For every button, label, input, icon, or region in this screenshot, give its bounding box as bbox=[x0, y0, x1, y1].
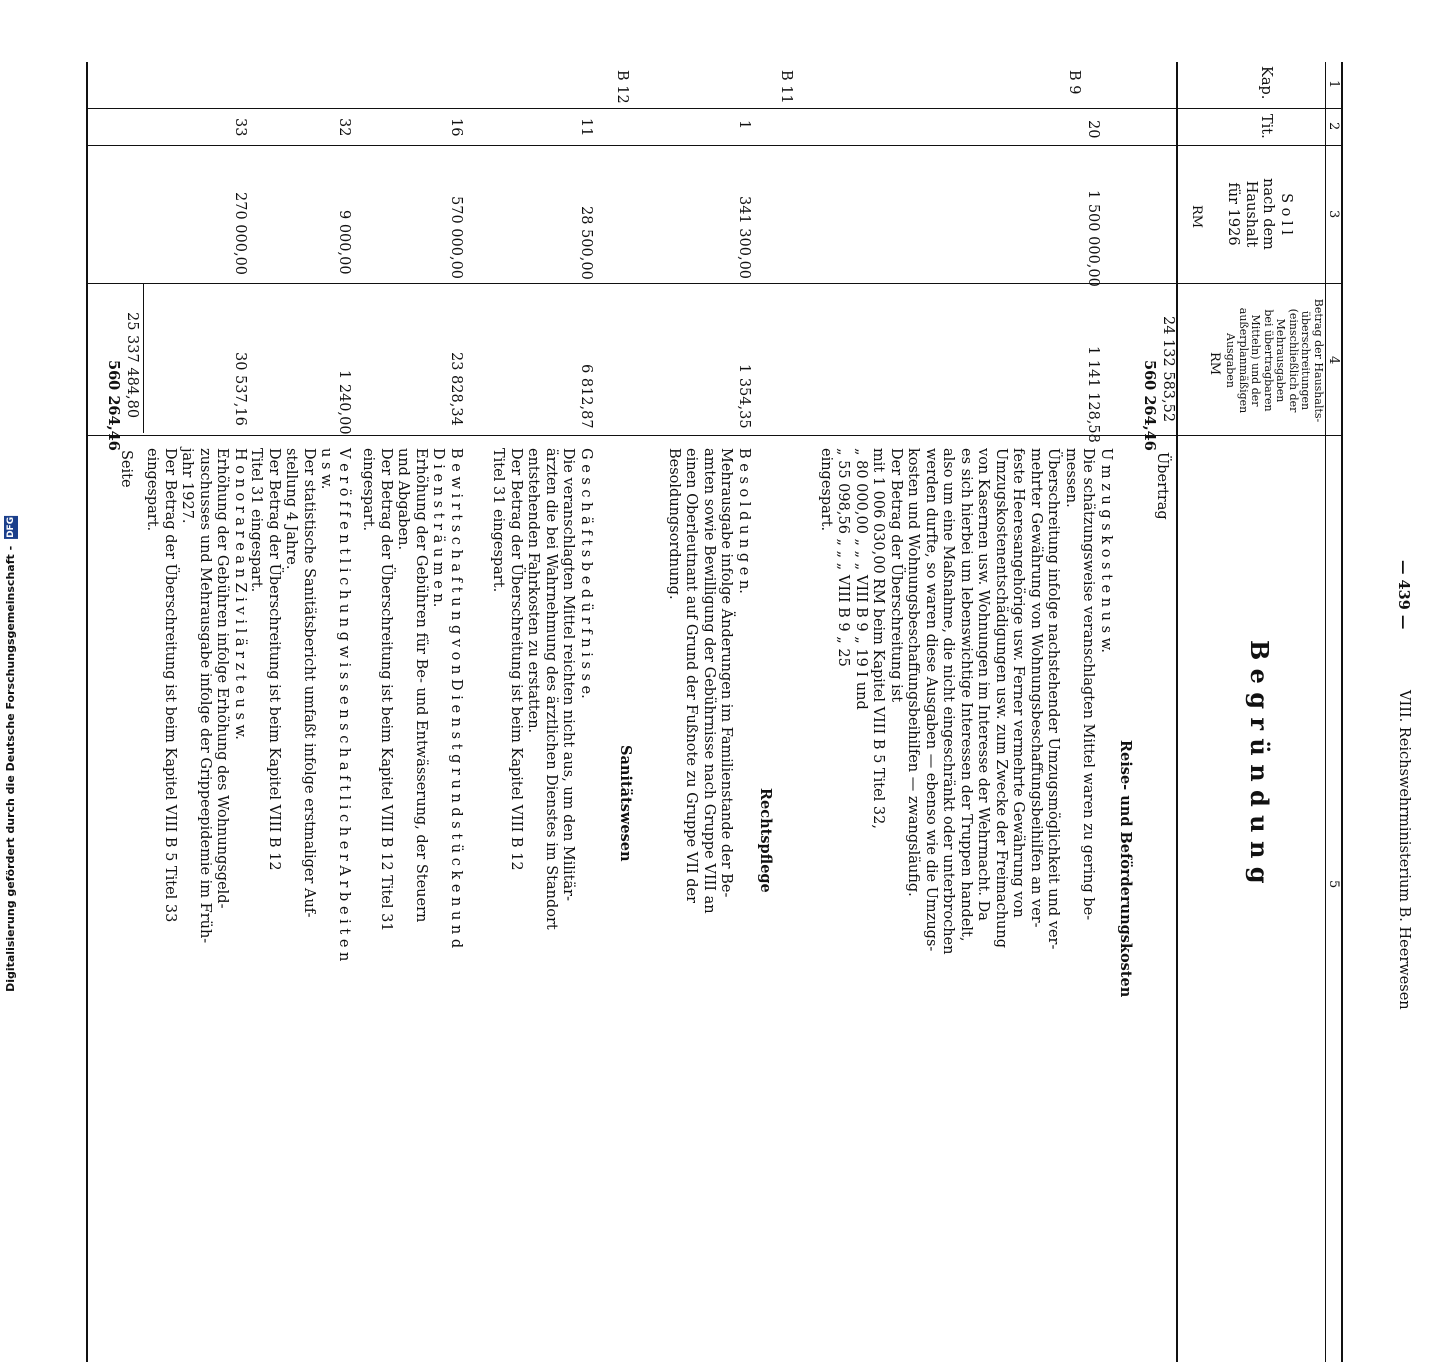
row-text-line: Der Betrag der Überschreitung ist bbox=[888, 448, 904, 703]
header-betrag: Betrag der Haushalts- überschreitungen (einschließlich der Mehrausgaben bei übertragbaren Mitteln) und der außerplanmäßigen Ausgaben bbox=[1224, 298, 1325, 423]
number-strip-rule bbox=[1325, 62, 1326, 1362]
row-tit: 16 bbox=[448, 118, 464, 137]
row-text-line: Besoldungsordnung. bbox=[666, 448, 682, 600]
row-tit: 11 bbox=[578, 118, 594, 137]
row-tit: 33 bbox=[232, 118, 248, 137]
section-reise: Reise- und Beförderungskosten bbox=[1117, 740, 1134, 998]
row-text-line: Mehrausgabe infolge Änderungen im Familienstande der Be- bbox=[718, 448, 735, 898]
header-begruendung: B e g r ü n d u n g bbox=[1245, 640, 1274, 884]
row-text-line: B e s o l d u n g e n. bbox=[736, 448, 752, 594]
bottom-rule bbox=[86, 62, 88, 1362]
row-text-line: zuschusses und Mehrausgabe infolge der Grippeepidemie im Früh- bbox=[197, 448, 213, 944]
carry-label: Übertrag bbox=[1154, 452, 1170, 520]
row-text-line: jahr 1927. bbox=[179, 448, 196, 524]
row-soll: 570 000,00 bbox=[448, 196, 464, 280]
row-soll: 28 500,00 bbox=[578, 206, 594, 280]
row-text-line: stellung 4 Jahre. bbox=[283, 448, 300, 570]
row-text-block bbox=[247, 448, 352, 993]
row-text-line: amten sowie Bewilligung der Gebührnisse nach Gruppe VIII an bbox=[701, 448, 717, 914]
row-betrag: 30 537,16 bbox=[232, 352, 248, 426]
header-bottom-rule bbox=[1176, 62, 1178, 1362]
total-label: Seite bbox=[118, 450, 134, 488]
row-text-line: kosten und Wohnungsbeschaffungsbeihilfen — zwangsläufig. bbox=[905, 448, 922, 897]
col-number-2: 2 bbox=[1326, 122, 1341, 131]
col-number-5: 5 bbox=[1326, 880, 1341, 889]
row-soll: 270 000,00 bbox=[232, 192, 248, 276]
row-betrag: 6 812,87 bbox=[578, 364, 594, 429]
row-text-block bbox=[489, 448, 594, 993]
row-text-line: ärzten die bei Wahrnehmung des ärztlichen Dienstes im Standort bbox=[543, 448, 559, 930]
row-soll: 1 500 000,00 bbox=[1085, 190, 1101, 287]
row-text-block bbox=[665, 448, 753, 993]
row-betrag: 23 828,34 bbox=[448, 352, 464, 426]
row-soll: 341 300,00 bbox=[736, 196, 752, 280]
header-soll-unit: RM bbox=[1189, 205, 1204, 229]
row-text-line: V e r ö f f e n t l i c h u n g w i s s e n s c h a f t l i c h e r A r b e i t e n bbox=[336, 448, 352, 962]
row-text-line: eingespart. bbox=[144, 448, 161, 532]
row-text-line: also um eine Maßnahme, die nicht eingeschränkt oder unterbrochen bbox=[940, 448, 957, 955]
row-tit: 20 bbox=[1085, 120, 1101, 139]
row-text-line: Titel 31 eingespart. bbox=[248, 448, 265, 593]
total-amount-2: 560 264,46 bbox=[105, 360, 122, 451]
row-text-line: Der statistische Sanitätsbericht umfaßt infolge erstmaliger Auf- bbox=[301, 448, 317, 918]
digitization-note bbox=[4, 516, 18, 992]
row-betrag: 1 240,00 bbox=[336, 370, 352, 435]
row-text-line: entstehenden Fahrkosten zu erstatten. bbox=[525, 448, 542, 734]
kapitel-b11: B 11 bbox=[778, 70, 794, 104]
header-kap: Kap. bbox=[1258, 66, 1274, 100]
row-text-line: feste Heeresangehörige usw. Ferner vermehrte Gewährung von bbox=[1010, 448, 1027, 918]
digitization-text: Digitalisierung gefördert durch die Deutsche Forschungsgemeinschaft - bbox=[4, 545, 17, 992]
row-text-line: B e w i r t s c h a f t u n g v o n D i e n s t g r u n d s t ü c k e n u n d bbox=[448, 448, 464, 949]
row-text-line: H o n o r a r e a n Z i v i l ä r z t e u s w. bbox=[232, 448, 248, 740]
col-number-1: 1 bbox=[1326, 80, 1341, 89]
col-number-4: 4 bbox=[1326, 356, 1341, 365]
row-text-line: von Kasernen usw. Wohnungen im Interesse der Wehrmacht. Da bbox=[975, 448, 992, 921]
row-text-line: eingespart. bbox=[818, 448, 834, 532]
header-tit: Tit. bbox=[1258, 114, 1274, 139]
col-sep-1 bbox=[88, 108, 1343, 109]
row-text-line: G e s c h ä f t s b e d ü r f n i s s e. bbox=[578, 448, 594, 699]
row-text-line: U m z u g s k o s t e n u s w. bbox=[1098, 448, 1114, 653]
row-text-line: D i e n s t r ä u m e n. bbox=[430, 448, 447, 608]
row-text-line: Der Betrag der Überschreitung ist beim Kapitel VIII B 12 bbox=[266, 448, 282, 871]
row-text-line: und Abgaben. bbox=[395, 448, 412, 551]
row-text-line: eingespart. bbox=[360, 448, 377, 532]
row-betrag: 1 141 128,58 bbox=[1085, 346, 1101, 443]
row-tit: 32 bbox=[336, 118, 352, 137]
total-amount: 25 337 484,80 bbox=[124, 312, 140, 419]
kapitel-b9: B 9 bbox=[1066, 70, 1082, 95]
row-tit: 1 bbox=[736, 120, 752, 130]
row-text-line: Die veranschlagten Mittel reichten nicht aus, um den Militär- bbox=[560, 448, 577, 901]
row-text-line: Der Betrag der Überschreitung ist beim Kapitel VIII B 5 Titel 33 bbox=[162, 448, 178, 923]
row-text-line: mehrter Gewährung von Wohnungsbeschaffungsbeihilfen an ver- bbox=[1028, 448, 1044, 928]
row-text-line: Erhöhung der Gebühren für Be- und Entwässerung, der Steuern bbox=[413, 448, 429, 923]
row-text-line: Der Betrag der Überschreitung ist beim Kapitel VIII B 12 Titel 31 bbox=[378, 448, 394, 932]
row-text-line: Titel 31 eingespart. bbox=[490, 448, 507, 593]
row-text-line: werden durfte, so waren diese Ausgaben — ebenso wie die Umzugs- bbox=[923, 448, 939, 952]
row-text-line: mit 1 006 030,00 RM beim Kapitel VIII B 5 Titel 32, bbox=[870, 448, 887, 829]
col-sep-2 bbox=[88, 145, 1343, 146]
page-number: — 439 — bbox=[1395, 560, 1412, 630]
kapitel-b12: B 12 bbox=[614, 70, 630, 104]
row-text-block bbox=[359, 448, 464, 993]
col-sep-3 bbox=[88, 283, 1343, 284]
row-text-line: „ 80 000,00 „ „ „ VIII B 9 „ 19 I und bbox=[853, 448, 869, 710]
row-text-line: einen Oberleutnant auf Grund der Fußnote zu Gruppe VII der bbox=[683, 448, 700, 904]
row-text-line: messen. bbox=[1063, 448, 1079, 508]
row-text-block bbox=[817, 448, 1115, 993]
row-text-line: Die schätzungsweise veranschlagten Mittel waren zu gering be- bbox=[1080, 448, 1097, 921]
running-header: VIII. Reichswehrministerium B. Heerwesen bbox=[1396, 690, 1412, 1010]
carry-amount-2: 560 264,46 bbox=[1141, 360, 1158, 451]
row-text-line: Umzugskostenentschädigungen usw. zum Zwecke der Freimachung bbox=[993, 448, 1009, 948]
sum-rule bbox=[143, 283, 144, 433]
top-rule bbox=[1341, 62, 1343, 1362]
row-text-block bbox=[143, 448, 248, 993]
row-text-line: „ 55 098,56 „ „ „ VIII B 9 „ 25 bbox=[835, 448, 852, 667]
row-text-line: u s w. bbox=[318, 448, 335, 490]
row-soll: 9 000,00 bbox=[336, 210, 352, 275]
header-soll: S o l l nach dem Haushalt für 1926 bbox=[1225, 178, 1294, 250]
dfg-logo: DFG bbox=[6, 517, 16, 539]
section-sanitaet: Sanitätswesen bbox=[617, 745, 634, 862]
row-betrag: 1 354,35 bbox=[736, 364, 752, 429]
row-text-line: Der Betrag der Überschreitung ist beim Kapitel VIII B 12 bbox=[508, 448, 524, 871]
row-text-line: Überschreitung infolge nachstehender Umzugsmöglichkeit und ver- bbox=[1045, 448, 1062, 950]
section-rechtspflege: Rechtspflege bbox=[757, 788, 774, 893]
carry-amount: 24 132 583,52 bbox=[1160, 316, 1176, 423]
col-number-3: 3 bbox=[1326, 210, 1341, 219]
header-betrag-unit: RM bbox=[1207, 352, 1222, 376]
row-text-line: es sich hierbei um lebenswichtige Interessen der Truppen handelt, bbox=[958, 448, 974, 942]
row-text-line: Erhöhung der Gebühren infolge Erhöhung des Wohnungsgeld- bbox=[214, 448, 231, 909]
